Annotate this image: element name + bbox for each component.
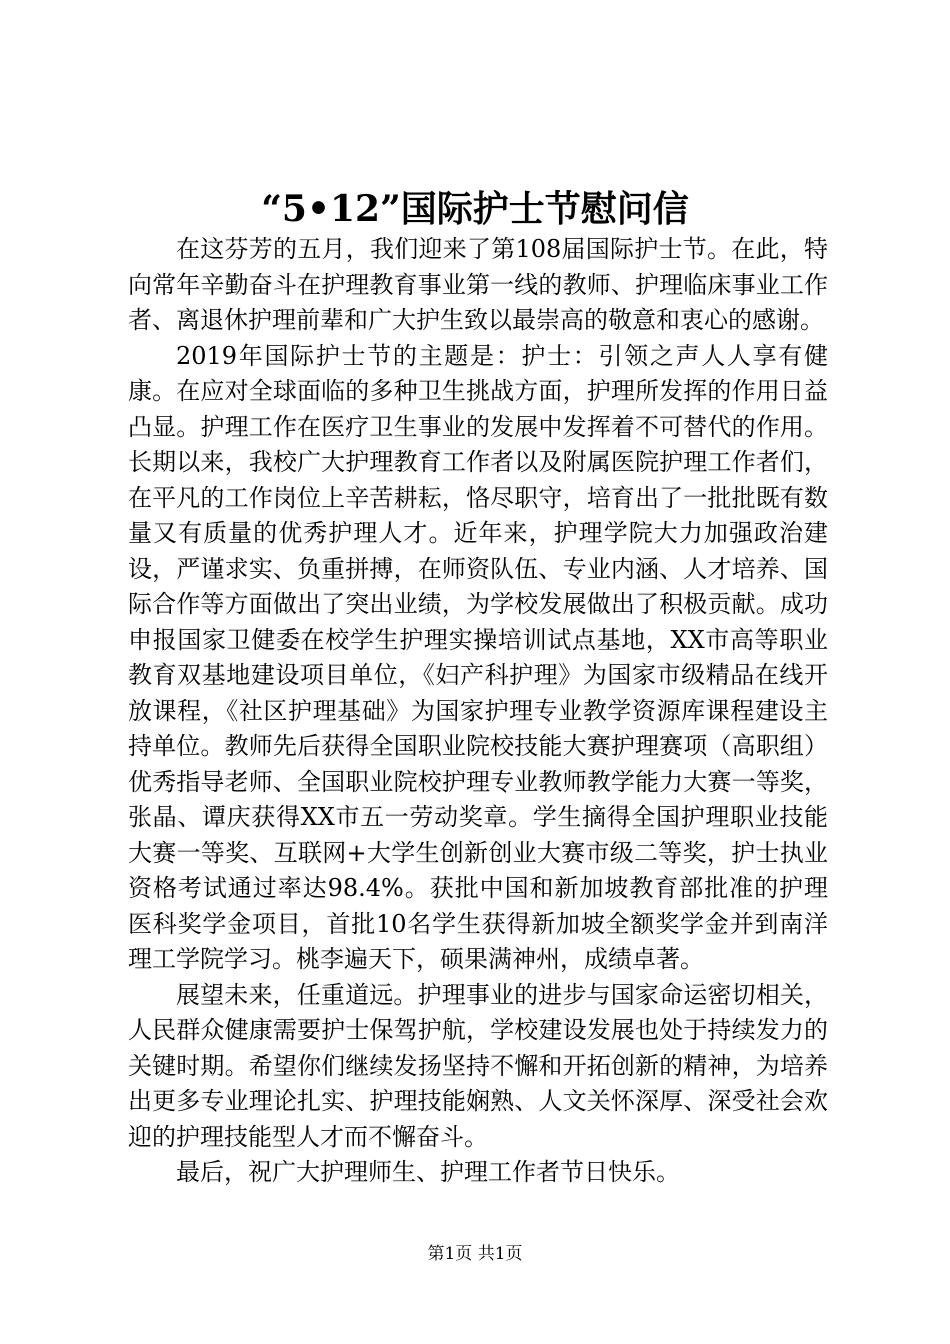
paragraph-greeting: 在这芬芳的五月，我们迎来了第108届国际护士节。在此，特向常年辛勤奋斗在护理教育事业第一线的教师、护理临床事业工作者、离退休护理前辈和广大护生致以最崇高的敬意和衷心的感谢。	[128, 235, 828, 334]
paragraph-closing: 最后，祝广大护理师生、护理工作者节日快乐。	[176, 1158, 680, 1186]
paragraph-outlook: 展望未来，任重道远。护理事业的进步与国家命运密切相关，人民群众健康需要护士保驾护航，学校建设发展也处于持续发力的关键时期。希望你们继续发扬坚持不懈和开拓创新的精神，为培养出更多专业理论扎实、护理技能娴熟、人文关怀深厚、深受社会欢迎的护理技能型人才而不懈奋斗。	[128, 980, 828, 1151]
document-title: “5•12”国际护士节慰问信	[261, 188, 689, 230]
paragraph-achievements: 2019年国际护士节的主题是：护士：引领之声人人享有健康。在应对全球面临的多种卫生挑战方面，护理所发挥的作用日益凸显。护理工作在医疗卫生事业的发展中发挥着不可替代的作用。长期以来，我校广大护理教育工作者以及附属医院护理工作者们，在平凡的工作岗位上辛苦耕耘，恪尽职守，培育出了一批批既有数量又有质量的优秀护理人才。近年来，护理学院大力加强政治建设，严谨求实、负重拼搏，在师资队伍、专业内涵、人才培养、国际合作等方面做出了突出业绩，为学校发展做出了积极贡献。成功申报国家卫健委在校学生护理实操培训试点基地，XX市高等职业教育双基地建设项目单位，《妇产科护理》为国家市级精品在线开放课程，《社区护理基础》为国家护理专业教学资源库课程建设主持单位。教师先后获得全国职业院校技能大赛护理赛项（高职组）优秀指导老师、全国职业院校护理专业教师教学能力大赛一等奖，张晶、谭庆获得XX市五一劳动奖章。学生摘得全国护理职业技能大赛一等奖、互联网+大学生创新创业大赛市级二等奖，护士执业资格考试通过率达98.4%。获批中国和新加坡教育部批准的护理医科奖学金项目，首批10名学生获得新加坡全额奖学金并到南洋理工学院学习。桃李遍天下，硕果满神州，成绩卓著。	[128, 341, 828, 973]
letter-body	[128, 232, 828, 1191]
page-number-footer: 第1页 共1页	[427, 1244, 523, 1264]
